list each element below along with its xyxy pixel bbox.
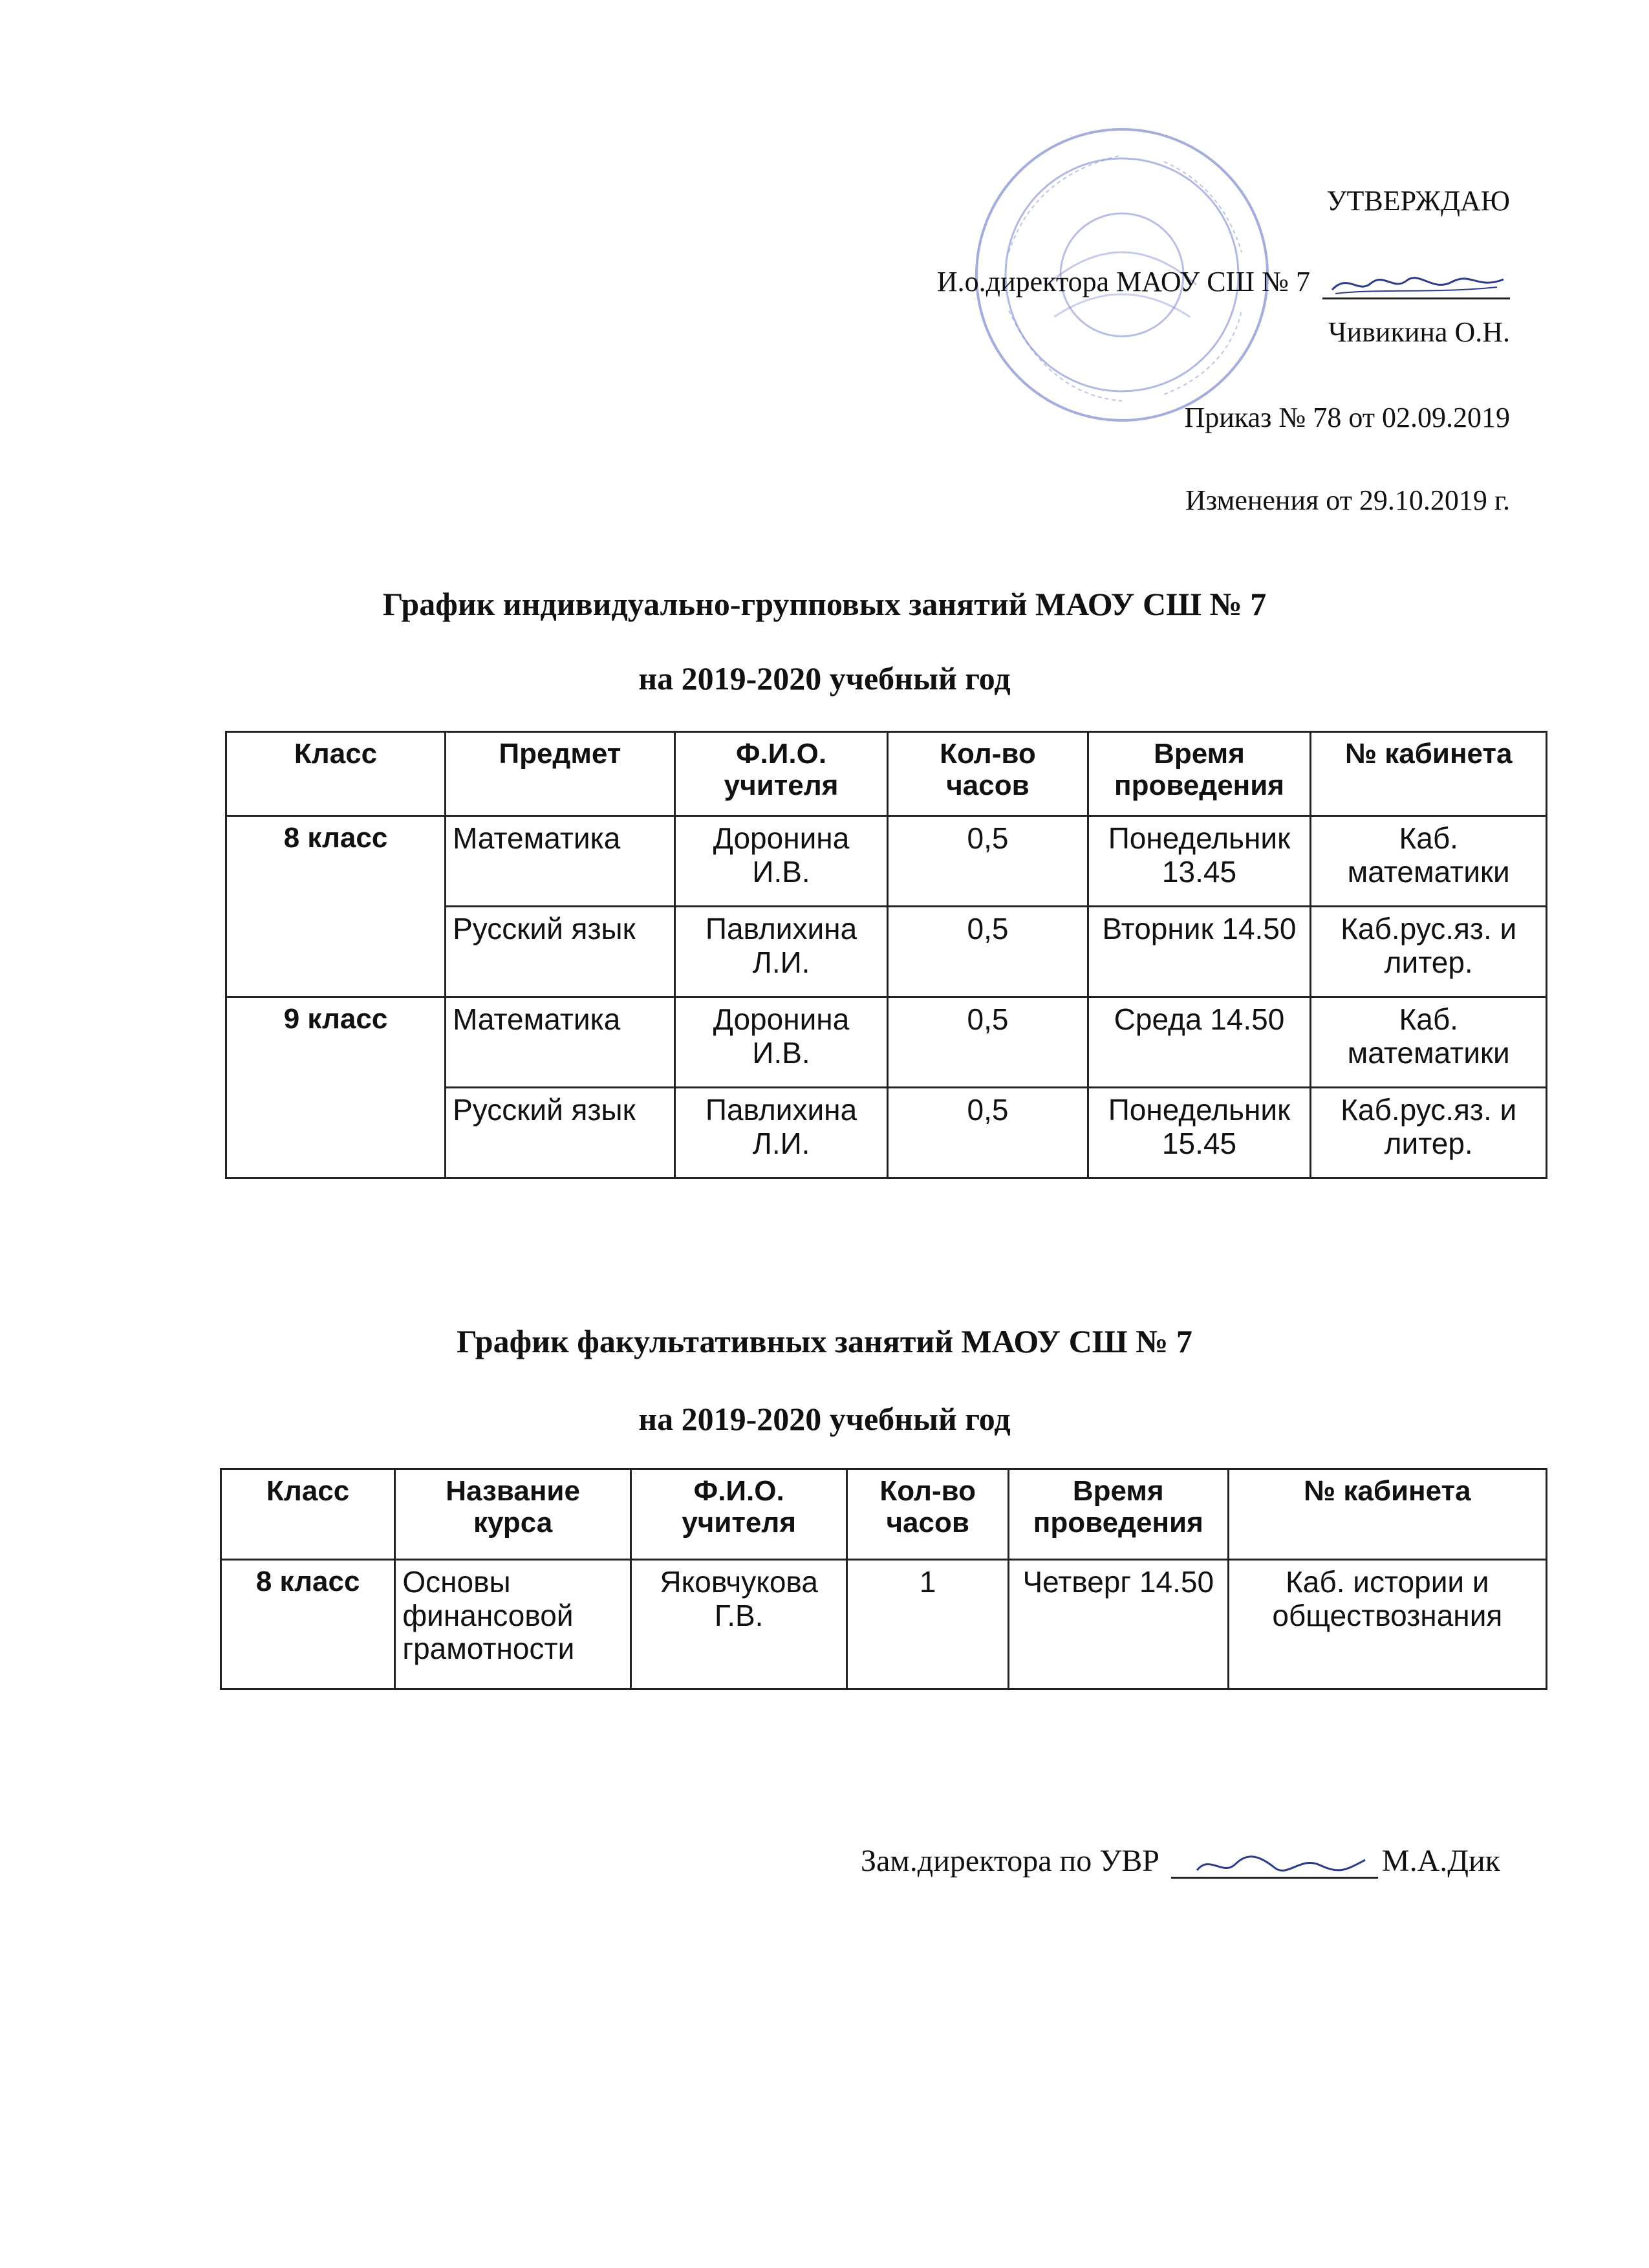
changes-date: Изменения от 29.10.2019 г.	[1185, 484, 1510, 516]
hours-cell: 0,5	[888, 1088, 1088, 1178]
approve-heading: УТВЕРЖДАЮ	[1326, 185, 1510, 217]
course-cell: Основы финансовой грамотности	[395, 1560, 631, 1689]
hours-cell: 0,5	[888, 907, 1088, 997]
header-class: Класс	[226, 732, 446, 816]
header-room: № кабинета	[1228, 1469, 1546, 1560]
class-cell: 9 класс	[226, 997, 446, 1178]
section1-title: График индивидуально-групповых занятий МАОУ СШ № 7	[382, 586, 1267, 622]
subject-cell: Математика	[446, 816, 675, 907]
elective-schedule-table	[220, 1468, 1547, 1690]
table-row	[226, 816, 1547, 907]
room-cell: Каб.рус.яз. и литер.	[1311, 907, 1547, 997]
room-cell: Каб. математики	[1311, 997, 1547, 1088]
order-number: Приказ № 78 от 02.09.2019	[1184, 402, 1510, 433]
time-cell: Понедельник 15.45	[1088, 1088, 1311, 1178]
director-position: И.о.директора МАОУ СШ № 7	[936, 266, 1310, 297]
room-cell: Каб.рус.яз. и литер.	[1311, 1088, 1547, 1178]
table-row	[226, 997, 1547, 1088]
header-class: Класс	[221, 1469, 395, 1560]
deputy-name: М.А.Дик	[1381, 1844, 1500, 1878]
deputy-signature-line	[861, 1843, 1500, 1879]
time-cell: Понедельник 13.45	[1088, 816, 1311, 907]
header-hours: Кол-во часов	[847, 1469, 1008, 1560]
teacher-cell: Доронина И.В.	[674, 816, 888, 907]
header-course: Название курса	[395, 1469, 631, 1560]
individual-group-schedule-table	[225, 731, 1547, 1179]
time-cell: Четверг 14.50	[1008, 1560, 1228, 1689]
deputy-position: Зам.директора по УВР	[861, 1844, 1159, 1878]
teacher-cell: Павлихина Л.И.	[674, 907, 888, 997]
director-name: Чивикина О.Н.	[1328, 316, 1510, 348]
teacher-cell: Доронина И.В.	[674, 997, 888, 1088]
director-position-line	[937, 265, 1510, 299]
table-header-row	[221, 1469, 1547, 1560]
room-cell: Каб. истории и обществознания	[1228, 1560, 1546, 1689]
header-room: № кабинета	[1311, 732, 1547, 816]
section1-subtitle: на 2019-2020 учебный год	[638, 660, 1011, 697]
hours-cell: 0,5	[888, 816, 1088, 907]
teacher-cell: Яковчукова Г.В.	[630, 1560, 847, 1689]
header-hours: Кол-во часов	[888, 732, 1088, 816]
table-header-row	[226, 732, 1547, 816]
header-teacher: Ф.И.О. учителя	[674, 732, 888, 816]
subject-cell: Математика	[446, 997, 675, 1088]
class-cell: 8 класс	[221, 1560, 395, 1689]
deputy-signature	[1171, 1851, 1378, 1879]
header-subject: Предмет	[446, 732, 675, 816]
header-time: Время проведения	[1008, 1469, 1228, 1560]
class-cell: 8 класс	[226, 816, 446, 997]
director-signature	[1322, 272, 1510, 299]
room-cell: Каб. математики	[1311, 816, 1547, 907]
handwritten-signature-icon	[1171, 1851, 1378, 1879]
table-row	[221, 1560, 1547, 1689]
header-teacher: Ф.И.О. учителя	[630, 1469, 847, 1560]
subject-cell: Русский язык	[446, 907, 675, 997]
hours-cell: 0,5	[888, 997, 1088, 1088]
teacher-cell: Павлихина Л.И.	[674, 1088, 888, 1178]
subject-cell: Русский язык	[446, 1088, 675, 1178]
time-cell: Среда 14.50	[1088, 997, 1311, 1088]
handwritten-signature-icon	[1322, 272, 1510, 297]
hours-cell: 1	[847, 1560, 1008, 1689]
header-time: Время проведения	[1088, 732, 1311, 816]
section2-title: График факультативных занятий МАОУ СШ № 7	[457, 1323, 1192, 1359]
section2-subtitle: на 2019-2020 учебный год	[638, 1401, 1011, 1437]
time-cell: Вторник 14.50	[1088, 907, 1311, 997]
